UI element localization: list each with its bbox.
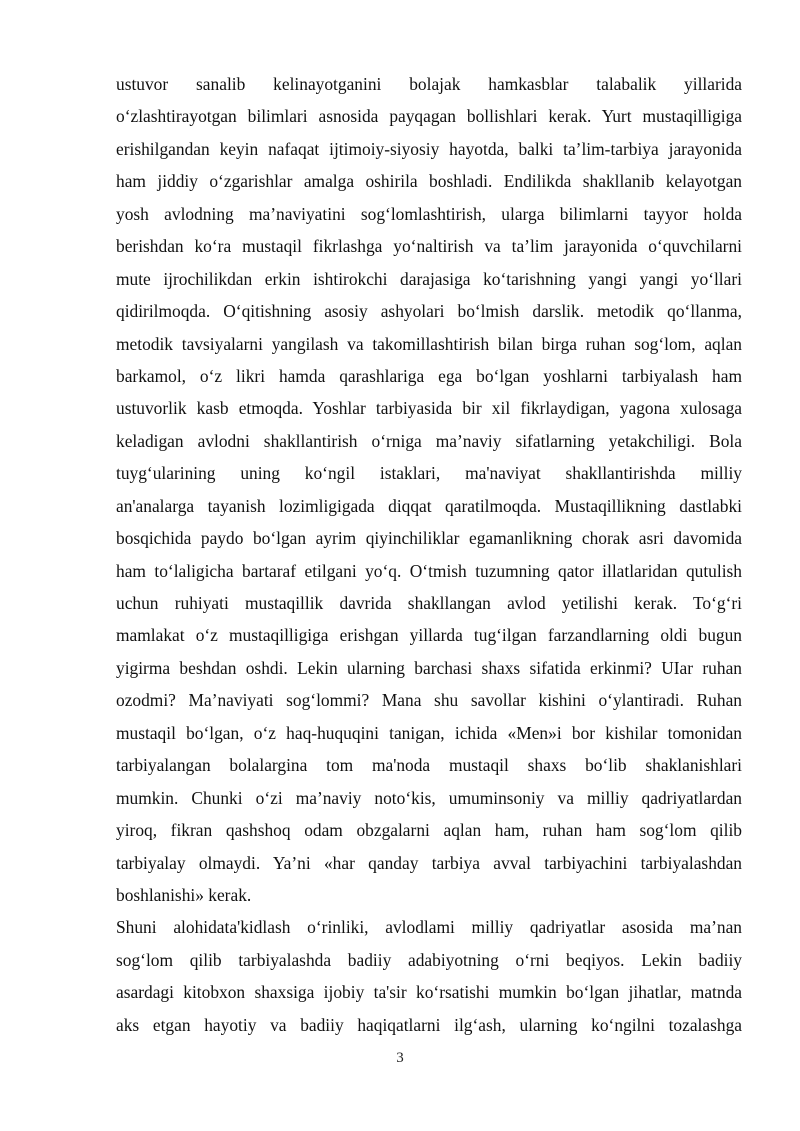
text-line: mustaqil bo‘lgan, o‘z haq-huquqini tanigan, ichida «Men»i bor kishilar tomonidan: [116, 722, 742, 743]
text-line: tarbiyalay olmaydi. Ya’ni «har qanday tarbiya avval tarbiyachini tarbiyalashdan: [116, 852, 742, 873]
text-line: ham to‘laligicha bartaraf etilgani yo‘q. O‘tmish tuzumning qator illatlaridan qutulish: [116, 560, 742, 581]
text-line: sog‘lom qilib tarbiyalashda badiiy adabiyotning o‘rni beqiyos. Lekin badiiy: [116, 949, 742, 970]
text-line: bosqichida paydo bo‘lgan ayrim qiyinchiliklar egamanlikning chorak asri davomida: [116, 528, 742, 549]
text-line: uchun ruhiyati mustaqillik davrida shakllangan avlod yetilishi kerak. To‘g‘ri: [116, 593, 742, 613]
text-line: an'analarga tayanish lozimligigada diqqat qaratilmoqda. Mustaqillikning dastlabki: [116, 495, 742, 516]
text-line: o‘zlashtirayotgan bilimlari asnosida payqagan bollishlari kerak. Yurt mustaqilligiga: [116, 106, 742, 127]
text-line: tuyg‘ularining uning ko‘ngil istaklari, ma'naviyat shakllantirishda milliy: [116, 463, 742, 484]
text-line: boshlanishi» kerak.: [116, 884, 252, 905]
text-line: berishdan ko‘ra mustaqil fikrlashga yo‘naltirish va ta’lim jarayonida o‘quvchilarni: [116, 236, 742, 257]
text-line: mamlakat o‘z mustaqilligiga erishgan yillarda tug‘ilgan farzandlarning oldi bugun: [116, 625, 742, 646]
text-line: mumkin. Chunki o‘zi ma’naviy noto‘kis, umuminsoniy va milliy qadriyatlardan: [116, 787, 742, 808]
text-line: barkamol, o‘z likri hamda qarashlariga ega bo‘lgan yoshlarni tarbiyalash ham: [116, 365, 742, 386]
text-line: metodik tavsiyalarni yangilash va takomillashtirish bilan birga ruhan sog‘lom, aqlan: [116, 333, 742, 354]
text-line: tarbiyalangan bolalargina tom ma'noda mustaqil shaxs bo‘lib shaklanishlari: [116, 755, 742, 776]
text-line: keladigan avlodni shakllantirish o‘rniga ma’naviy sifatlarning yetakchiligi. Bola: [116, 430, 742, 451]
page-number: 3: [396, 1050, 404, 1066]
text-line: qidirilmoqda. O‘qitishning asosiy ashyolari bo‘lmish darslik. metodik qo‘llanma,: [116, 301, 742, 322]
text-line: yigirma beshdan oshdi. Lekin ularning barchasi shaxs sifatida erkinmi? UIar ruhan: [116, 657, 742, 678]
text-line: erishilgandan keyin nafaqat ijtimoiy-siyosiy hayotda, balki ta’lim-tarbiya jarayonida: [116, 138, 742, 159]
text-line: ozodmi? Ma’naviyati sog‘lommi? Mana shu savollar kishini o‘ylantiradi. Ruhan: [116, 690, 742, 711]
text-line: Shuni alohidata'kidlash o‘rinliki, avlodlami milliy qadriyatlar asosida ma’nan: [116, 917, 742, 938]
text-line: aks etgan hayotiy va badiiy haqiqatlarni ilg‘ash, ularning ko‘ngilni tozalashga: [116, 1014, 742, 1035]
text-line: ustuvor sanalib kelinayotganini bolajak hamkasblar talabalik yillarida: [116, 74, 742, 94]
text-line: asardagi kitobxon shaxsiga ijobiy ta'sir ko‘rsatishi mumkin bo‘lgan jihatlar, matnda: [116, 982, 742, 1003]
text-line: ham jiddiy o‘zgarishlar amalga oshirila boshladi. Endilikda shakllanib kelayotgan: [116, 171, 742, 192]
text-line: mute ijrochilikdan erkin ishtirokchi darajasiga ko‘tarishning yangi yangi yo‘llari: [116, 268, 742, 289]
text-line: ustuvorlik kasb etmoqda. Yoshlar tarbiyasida bir xil fikrlaydigan, yagona xulosaga: [116, 398, 742, 419]
text-line: yiroq, fikran qashshoq odam obzgalarni aqlan ham, ruhan ham sog‘lom qilib: [116, 820, 742, 841]
body-text: [116, 68, 742, 1041]
text-line: yosh avlodning ma’naviyatini sog‘lomlashtirish, ularga bilimlarni tayyor holda: [116, 203, 742, 224]
